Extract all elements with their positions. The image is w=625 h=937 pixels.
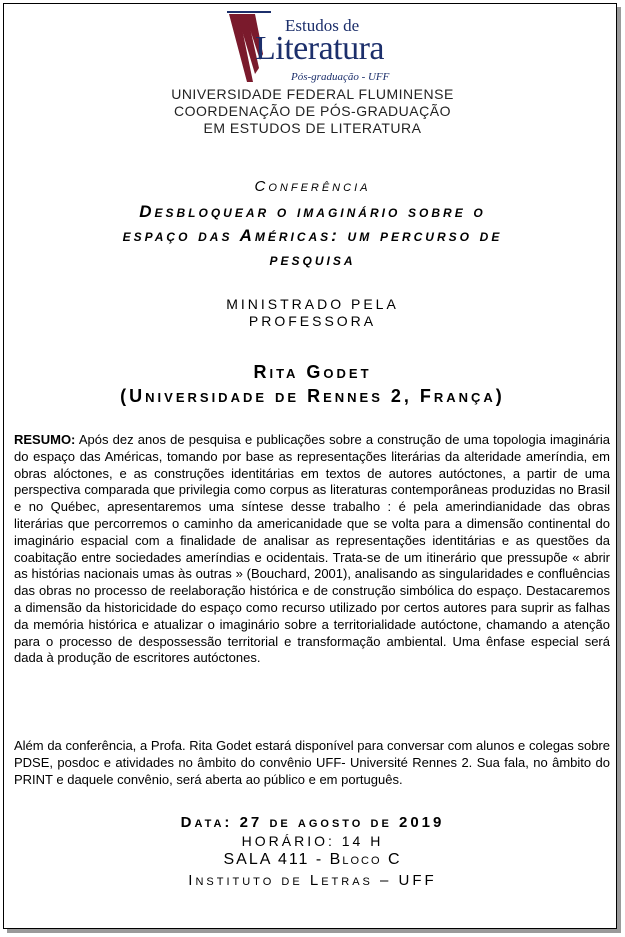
event-venue: Instituto de Letras – UFF xyxy=(188,872,437,889)
event-title xyxy=(0,200,625,272)
logo-line-1: Estudos de xyxy=(285,16,360,35)
institution-line-3: EM ESTUDOS DE LITERATURA xyxy=(203,120,422,136)
extra-info: Além da conferência, a Profa. Rita Godet estará disponível para conversar com alunos e colegas sobre PDSE, posdoc e atividades no âmbito do convênio UFF- Université Rennes 2. Sua fala, no âmbito do PRINT e daquele convênio, será aberta ao público e em português. xyxy=(14,738,610,787)
ufF-literatura-logo xyxy=(225,8,405,86)
logo-line-2: Literatura xyxy=(255,30,385,67)
title-line-3: pesquisa xyxy=(269,250,356,269)
logo-line-3: Pós-graduação - UFF xyxy=(291,71,390,83)
ministrado-line-1: MINISTRADO PELA xyxy=(226,296,399,312)
abstract-label: RESUMO: xyxy=(14,432,76,447)
event-date: Data: 27 de agosto de 2019 xyxy=(180,814,445,831)
ministrado-label xyxy=(0,296,625,330)
ministrado-line-2: PROFESSORA xyxy=(248,313,377,329)
event-time: HORÁRIO: 14 H xyxy=(241,833,384,849)
institution-line-1: UNIVERSIDADE FEDERAL FLUMINENSE xyxy=(171,86,454,102)
event-room: SALA 411 - Bloco C xyxy=(223,851,402,868)
abstract xyxy=(14,432,610,667)
title-line-1: Desbloquear o imaginário sobre o xyxy=(139,202,486,221)
abstract-text: Após dez anos de pesquisa e publicações sobre a construção de uma topologia imaginária do espaço das Américas, tomando por base as representações literárias da alteridade ameríndia, em obras alóctones, e as construções identitárias em textos de autores autóctones, a partir de uma perspectiva comparada que privilegia como corpus as literaturas contemporâneas produzidas no Brasil e no Québec, apresentaremos uma síntese desse trabalho : é pela amerindianidade das obras literárias que percorremos o caminho da americanidade que se volta para a dimensão continental do imaginário espacial com a finalidade de analisar as representações identitárias e as questões da coabitação entre sociedades ameríndias e ocidentais. Trata-se de um itinerário que pressupõe « abrir as histórias nacionais umas às outras » (Bouchard, 2001), analisando as singularidades e confluências das obras no processo de reelaboração histórica e de construção simbólica do espaço. Destacaremos a dimensão da historicidade do espaço como recurso utilizado por certos autores para suprir as falhas da memória histórica e atualizar o imaginário sobre a territorialidade autóctone, chamando a atenção para o processo de despossessão territorial e transformação ambiental. Uma ênfase especial será dada à produção de escritores autóctones. xyxy=(14,432,610,666)
speaker-affiliation: (Universidade de Rennes 2, França) xyxy=(120,386,505,406)
speaker-name: Rita Godet xyxy=(253,362,372,382)
institution-line-2: COORDENAÇÃO DE PÓS-GRADUAÇÃO xyxy=(174,103,451,119)
event-type: Conferência xyxy=(254,178,371,195)
title-line-2: espaço das Américas: um percurso de xyxy=(122,226,503,245)
speaker-block xyxy=(0,360,625,408)
